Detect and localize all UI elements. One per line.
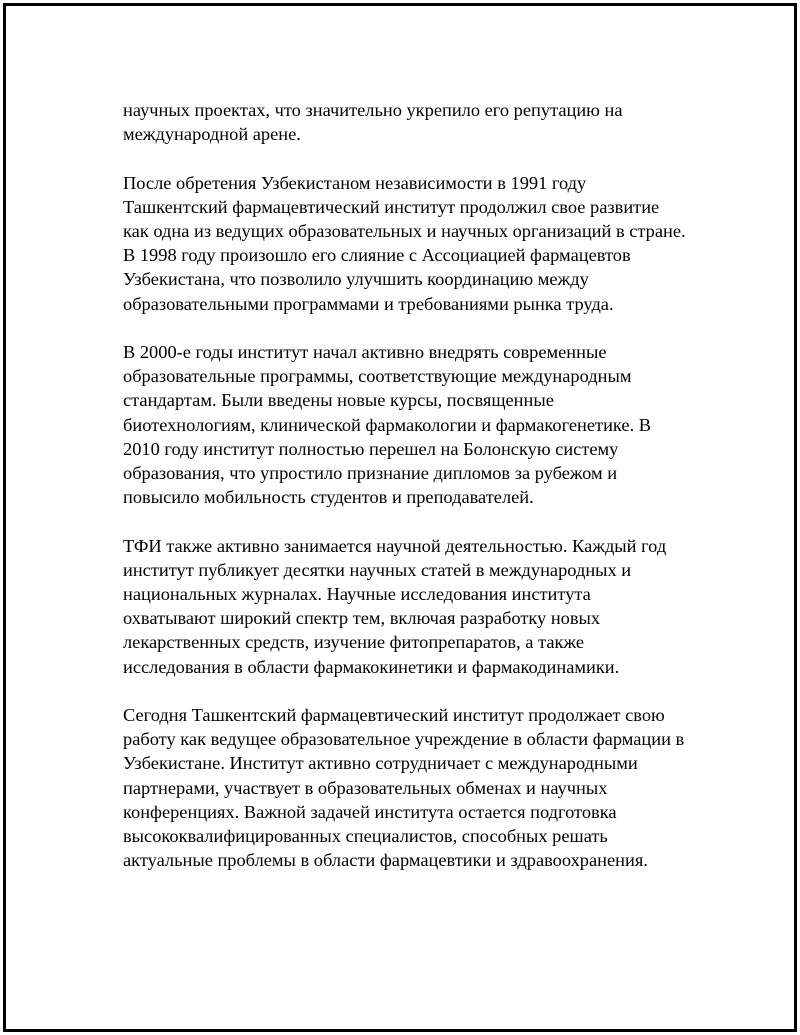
text-line: исследования в области фармакокинетики и фармакодинамики.	[123, 656, 620, 677]
text-line: высококвалифицированных специалистов, способных решать	[123, 826, 608, 847]
text-line: Узбекистана, что позволило улучшить координацию между	[123, 269, 589, 290]
text-line: Сегодня Ташкентский фармацевтический институт продолжает свою	[123, 705, 665, 726]
text-line: В 1998 году произошло его слияние с Ассоциацией фармацевтов	[123, 245, 631, 266]
text-line: В 2000-е годы институт начал активно внедрять современные	[123, 342, 607, 362]
text-line: как одна из ведущих образовательных и научных организаций в стране.	[123, 221, 686, 241]
text-line: научных проектах, что значительно укрепило его репутацию на	[123, 100, 623, 120]
text-line: Ташкентский фармацевтический институт продолжил свое развитие	[123, 196, 660, 217]
text-line: лекарственных средств, изучение фитопрепаратов, а также	[123, 632, 585, 653]
text-line: национальных журналах. Научные исследования института	[123, 584, 591, 605]
page-frame	[3, 3, 797, 1032]
text-line: биотехнологиям, клинической фармакологии и фармакогенетике. В	[123, 414, 652, 435]
paragraph-3	[123, 340, 703, 509]
text-line: конференциях. Важной задачей института остается подготовка	[123, 801, 617, 822]
text-line: международной арене.	[123, 124, 301, 145]
text-line: партнерами, участвует в образовательных обменах и научных	[123, 777, 608, 798]
page-content	[123, 98, 703, 897]
paragraph-4	[123, 534, 703, 679]
text-line: институт публикует десятки научных статей в международных и	[123, 559, 632, 580]
text-line: Узбекистане. Институт активно сотрудничает с международными	[123, 753, 638, 774]
paragraph-5	[123, 703, 703, 872]
text-line: После обретения Узбекистаном независимости в 1991 году	[123, 172, 587, 193]
text-line: актуальные проблемы в области фармацевтики и здравоохранения.	[123, 850, 648, 871]
text-line: ТФИ также активно занимается научной деятельностью. Каждый год	[123, 535, 667, 556]
paragraph-2	[123, 171, 703, 316]
text-line: образования, что упростило признание дипломов за рубежом и	[123, 463, 618, 484]
text-line: работу как ведущее образовательное учреждение в области фармации в	[123, 729, 685, 750]
text-line: стандартам. Были введены новые курсы, посвященные	[123, 390, 554, 411]
text-line: охватывают широкий спектр тем, включая разработку новых	[123, 608, 601, 629]
text-line: образовательные программы, соответствующие международным	[123, 366, 632, 387]
text-line: 2010 году институт полностью перешел на Болонскую систему	[123, 438, 619, 459]
text-line: образовательными программами и требованиями рынка труда.	[123, 293, 614, 314]
text-line: повысило мобильность студентов и преподавателей.	[123, 487, 534, 508]
paragraph-1	[123, 98, 703, 146]
